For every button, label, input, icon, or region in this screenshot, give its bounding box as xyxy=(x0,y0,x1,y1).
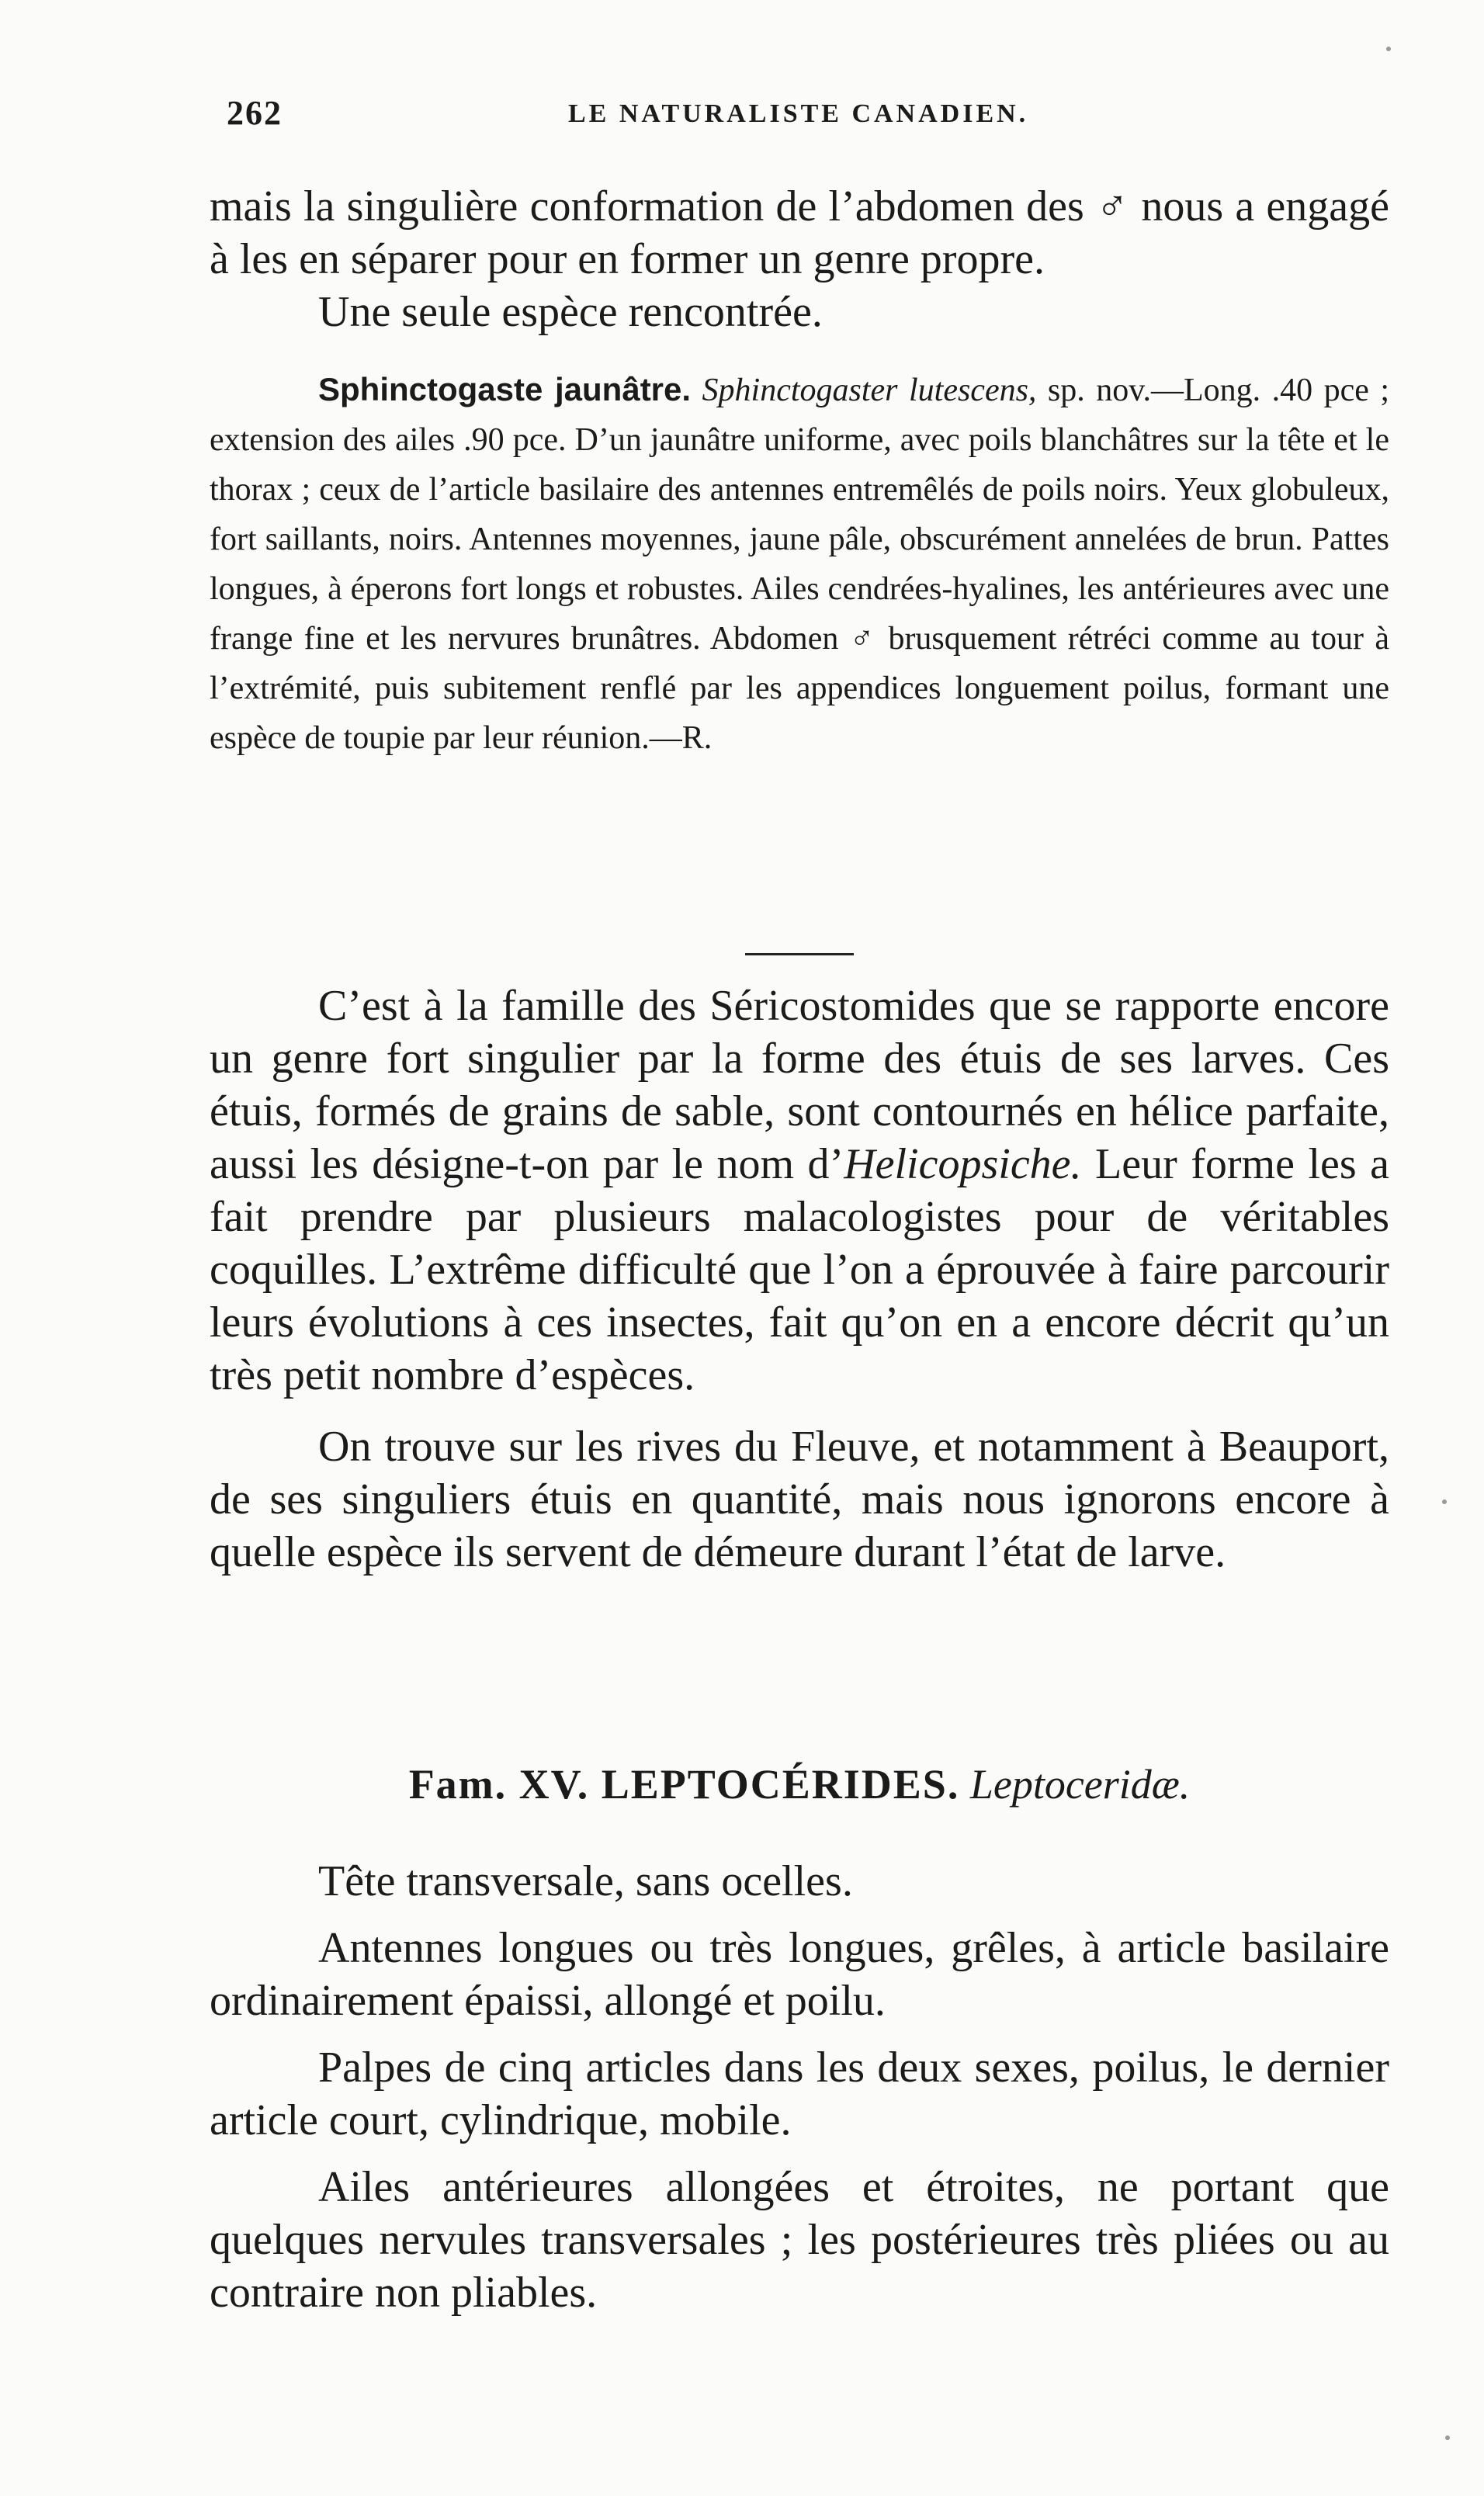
species-description xyxy=(210,365,1389,763)
running-head xyxy=(227,93,1088,147)
paragraph-single-species: Une seule espèce rencontrée. xyxy=(318,288,823,336)
family-heading xyxy=(210,1758,1389,1811)
species-paragraph xyxy=(210,365,1389,763)
paragraph-palps: Palpes de cinq articles dans les deux sexes, poilus, le dernier article court, cylindrique, mobile. xyxy=(210,2044,1389,2144)
leptocerides-characters xyxy=(210,1855,1389,2319)
paragraph-head: Tête transversale, sans ocelles. xyxy=(318,1857,853,1905)
species-common-name: Sphinctogaste jaunâtre. xyxy=(318,371,692,407)
journal-title: LE NATURALISTE CANADIEN. xyxy=(568,99,1029,128)
scan-speck xyxy=(1442,1499,1447,1504)
helicopsiche-genus: Helicopsiche. xyxy=(844,1140,1082,1188)
scan-speck xyxy=(1445,2435,1450,2440)
species-description-text: sp. nov.—Long. .40 pce ; extension des ailes .90 pce. D’un jaunâtre uniforme, avec poils blanchâtres sur la tête et le thorax ; ceux de l’article basilaire des antennes entremêlés de poils noirs. Yeux globuleux, fort saillants, noirs. Antennes moyennes, jaune pâle, obscurément annelées de brun. Pattes longues, à éperons fort longs et robustes. Ailes cendrées-hyalines, les antérieures avec une frange fine et les nervures brunâtres. Abdomen ♂ brusquement rétréci comme au tour à l’extrémité, puis subitement renflé par les appendices longuement poilus, formant une espèce de toupie par leur réunion.—R. xyxy=(210,373,1389,756)
section-divider xyxy=(745,953,854,955)
paragraph-helicopsiche xyxy=(210,979,1389,1402)
species-latin-name: Sphinctogaster lutescens, xyxy=(702,373,1037,408)
scan-speck xyxy=(1386,47,1391,51)
family-latin-name: Leptoceridæ. xyxy=(969,1761,1191,1808)
family-label: Fam. XV. LEPTOCÉRIDES. xyxy=(408,1761,960,1808)
paragraph-wings: Ailes antérieures allongées et étroites, ne portant que quelques nervules transversales ; les postérieures très pliées ou au contraire non pliables. xyxy=(210,2163,1389,2317)
sericostomides-block xyxy=(210,979,1389,1579)
paragraph-antennae: Antennes longues ou très longues, grêles, à article basilaire ordinairement épaissi, allongé et poilu. xyxy=(210,1924,1389,2025)
page-number: 262 xyxy=(227,94,283,132)
intro-block xyxy=(210,180,1389,338)
helicopsiche-text-start: C’est à la famille des Séricostomides que se rapporte encore un genre fort singulier par la forme des étuis de ses larves. Ces étuis, formés de grains de sable, sont contournés en hélice parfaite, aussi les désigne-t-on par le nom d’ xyxy=(210,982,1389,1188)
helicopsiche-text-end: Leur forme les a fait prendre par plusieurs malacologistes pour de véritables coquilles. L’extrême difficulté que l’on a éprouvée à faire parcourir leurs évolutions à ces insectes, fait qu’on en a encore décrit qu’un très petit nombre d’espèces. xyxy=(210,1140,1389,1399)
paragraph-abdomen: mais la singulière conformation de l’abdomen des ♂ nous a engagé à les en séparer pour en former un genre propre. xyxy=(210,182,1389,283)
paragraph-beauport: On trouve sur les rives du Fleuve, et notamment à Beauport, de ses singuliers étuis en quantité, mais nous ignorons encore à quelle espèce ils servent de démeure durant l’état de larve. xyxy=(210,1423,1389,1576)
